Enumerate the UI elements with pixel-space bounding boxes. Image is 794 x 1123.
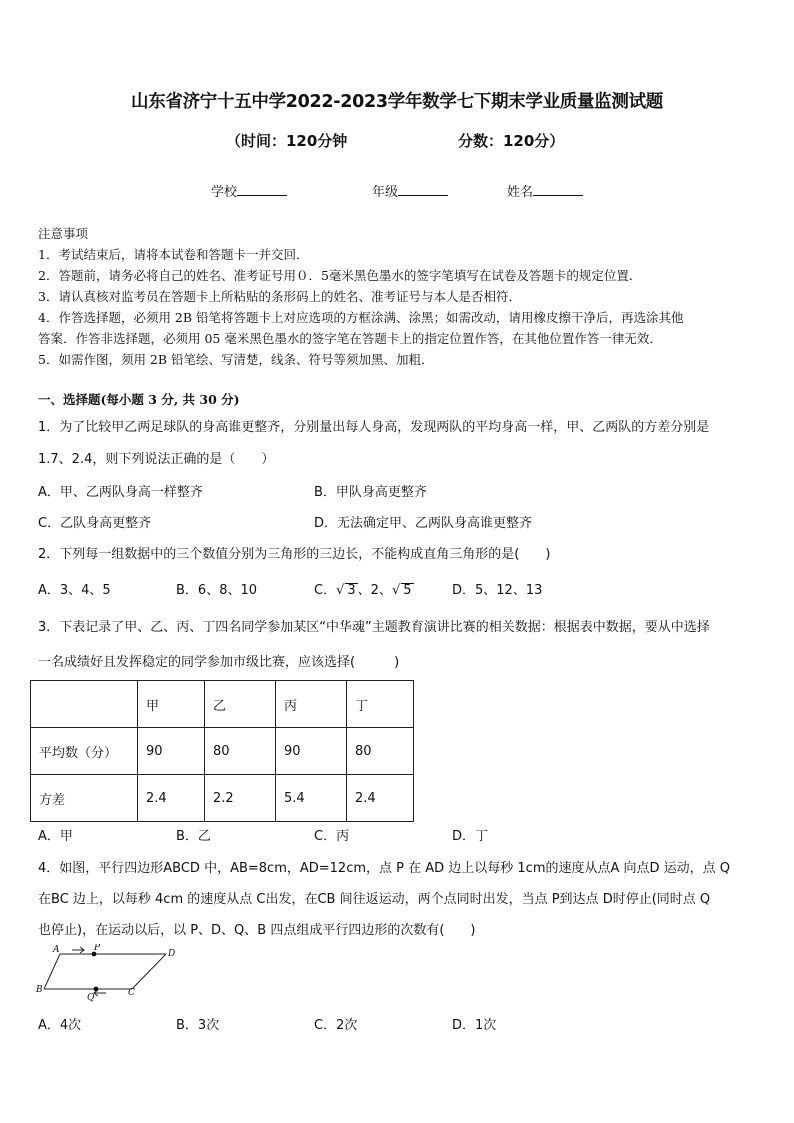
table-cell: 5.4 bbox=[276, 775, 347, 822]
table-cell: 80 bbox=[347, 728, 414, 775]
table-row bbox=[31, 775, 414, 822]
table-cell bbox=[31, 681, 138, 728]
q2-option-c[interactable] bbox=[314, 579, 414, 598]
name-field[interactable] bbox=[507, 181, 583, 200]
q1-option-b[interactable]: B．甲队身高更整齐 bbox=[314, 485, 427, 500]
parallelogram-figure bbox=[36, 944, 186, 1002]
note-item: 答案．作答非选择题，必须用 05 毫米黑色墨水的签字笔在答题卡上的指定位置作答，在其他位置作答一律无效． bbox=[38, 331, 662, 346]
q2-option-b[interactable]: B．6、8、10 bbox=[176, 583, 258, 598]
q1-stem-line2: 1.7、2.4，则下列说法正确的是（ ） bbox=[38, 452, 275, 467]
table-header-row bbox=[31, 681, 414, 728]
table-row bbox=[31, 728, 414, 775]
exam-score: 分数：120分） bbox=[458, 132, 565, 150]
q4-option-a[interactable]: A．4次 bbox=[38, 1018, 82, 1033]
q3-option-d[interactable]: D．丁 bbox=[452, 829, 489, 844]
label-a: A bbox=[53, 945, 60, 955]
note-item: 1．考试结束后，请将本试卷和答题卡一并交回． bbox=[38, 247, 309, 262]
label-p: P bbox=[94, 944, 101, 953]
table-cell: 甲 bbox=[138, 681, 205, 728]
label-d: D bbox=[168, 949, 176, 959]
table-cell: 2.2 bbox=[205, 775, 276, 822]
table-cell: 乙 bbox=[205, 681, 276, 728]
edge-ba bbox=[44, 954, 60, 989]
q3-option-b[interactable]: B．乙 bbox=[176, 829, 211, 844]
exam-time: （时间：120分钟 bbox=[226, 132, 348, 150]
q4-stem-line2: 在BC 边上，以每秒 4cm 的速度从点 C出发，在CB 间往返运动，两个点同时出发，当点 P到达点 D时停止(同时点 Q bbox=[38, 892, 711, 907]
school-field[interactable] bbox=[211, 181, 287, 200]
edge-dc bbox=[132, 954, 166, 989]
sqrt-sign: √ bbox=[336, 583, 345, 598]
table-cell: 平均数（分） bbox=[31, 728, 138, 775]
q3-stem-line2: 一名成绩好且发挥稳定的同学参加市级比赛，应该选择( ) bbox=[38, 655, 400, 670]
q1-option-a[interactable]: A．甲、乙两队身高一样整齐 bbox=[38, 485, 203, 500]
sqrt-sign: √ bbox=[391, 583, 401, 598]
q3-data-table bbox=[30, 680, 414, 822]
name-blank[interactable] bbox=[533, 183, 583, 196]
table-cell: 方差 bbox=[31, 775, 138, 822]
table-cell: 丁 bbox=[347, 681, 414, 728]
q1-option-c[interactable]: C．乙队身高更整齐 bbox=[38, 516, 152, 531]
q2-stem: 2．下列每一组数据中的三个数值分别为三角形的三边长，不能构成直角三角形的是( ) bbox=[38, 547, 551, 562]
q2-option-c-sep: 、2、 bbox=[357, 583, 392, 598]
table-cell: 2.4 bbox=[347, 775, 414, 822]
q4-option-d[interactable]: D．1次 bbox=[452, 1018, 497, 1033]
q4-option-c[interactable]: C．2次 bbox=[314, 1018, 358, 1033]
notes-heading: 注意事项 bbox=[38, 226, 89, 241]
q2-option-a[interactable]: A．3、4、5 bbox=[38, 583, 111, 598]
q3-option-a[interactable]: A．甲 bbox=[38, 829, 73, 844]
name-label: 姓名 bbox=[507, 185, 534, 200]
label-c: C bbox=[128, 988, 135, 998]
q1-stem-line1: 1．为了比较甲乙两足球队的身高谁更整齐，分别量出每人身高，发现两队的平均身高一样，甲、乙两队的方差分别是 bbox=[38, 420, 710, 435]
grade-label: 年级 bbox=[372, 185, 399, 200]
school-label: 学校 bbox=[211, 185, 238, 200]
q2-option-d[interactable]: D．5、12、13 bbox=[452, 583, 543, 598]
q2-option-c-prefix: C． bbox=[314, 583, 337, 598]
grade-field[interactable] bbox=[372, 181, 448, 200]
grade-blank[interactable] bbox=[398, 183, 448, 196]
note-item: 3．请认真核对监考员在答题卡上所粘贴的条形码上的姓名、准考证号与本人是否相符． bbox=[38, 289, 521, 304]
sqrt-radicand: 5 bbox=[403, 583, 412, 598]
q4-option-b[interactable]: B．3次 bbox=[176, 1018, 220, 1033]
q4-stem-line3: 也停止)，在运动以后，以 P、D、Q、B 四点组成平行四边形的次数有( ) bbox=[38, 923, 476, 938]
sqrt-radicand: 3 bbox=[347, 583, 356, 598]
page-title: 山东省济宁十五中学2022-2023学年数学七下期末学业质量监测试题 bbox=[131, 92, 663, 112]
table-cell: 80 bbox=[205, 728, 276, 775]
note-item: 4．作答选择题，必须用 2B 铅笔将答题卡上对应选项的方框涂满、涂黑；如需改动，请用橡皮擦干净后，再选涂其他 bbox=[38, 310, 684, 325]
table-cell: 90 bbox=[276, 728, 347, 775]
label-b: B bbox=[36, 985, 43, 995]
q3-option-c[interactable]: C．丙 bbox=[314, 829, 350, 844]
q1-option-d[interactable]: D．无法确定甲、乙两队身高谁更整齐 bbox=[314, 516, 533, 531]
table-cell: 2.4 bbox=[138, 775, 205, 822]
q4-stem-line1: 4．如图，平行四边形ABCD 中，AB=8cm，AD=12cm，点 P 在 AD 边上以每秒 1cm的速度从点A 向点D 运动，点 Q bbox=[38, 861, 731, 876]
q3-stem-line1: 3．下表记录了甲、乙、丙、丁四名同学参加某区“中华魂”主题教育演讲比赛的相关数据：根据表中数据，要从中选择 bbox=[38, 620, 710, 635]
point-q bbox=[94, 987, 99, 992]
section-heading: 一、选择题(每小题 3 分, 共 30 分) bbox=[38, 392, 240, 407]
note-item: 5．如需作图，须用 2B 铅笔绘、写清楚，线条、符号等须加黑、加粗． bbox=[38, 352, 434, 367]
school-blank[interactable] bbox=[237, 183, 287, 196]
note-item: 2．答题前，请务必将自己的姓名、准考证号用０．5毫米黑色墨水的签字笔填写在试卷及答题卡的规定位置． bbox=[38, 268, 642, 283]
table-cell: 90 bbox=[138, 728, 205, 775]
label-q: Q bbox=[87, 993, 95, 1002]
table-cell: 丙 bbox=[276, 681, 347, 728]
